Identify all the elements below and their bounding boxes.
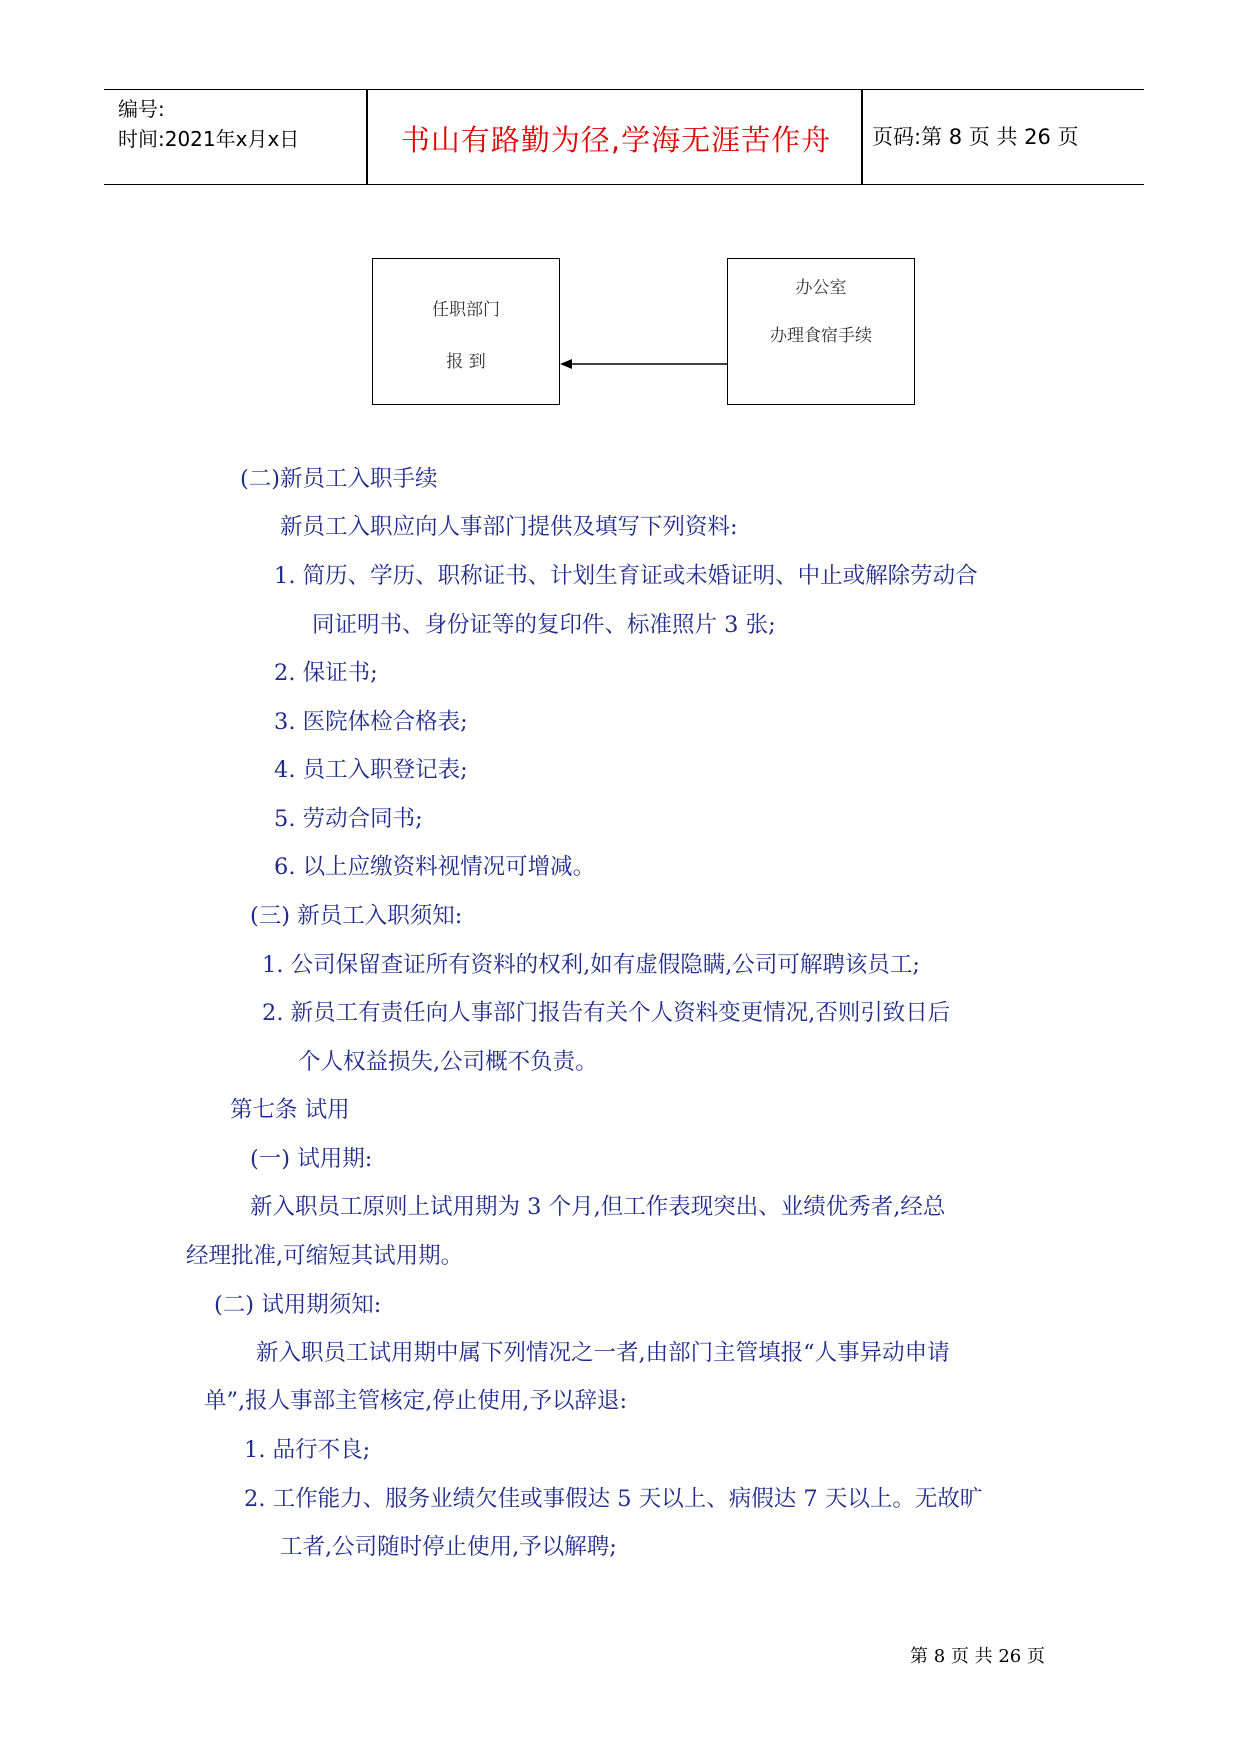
header-motto: 书山有路勤为径,学海无涯苦作舟 [400,123,832,157]
flow-box-label: 报 到 [446,352,486,372]
list-item: 6. 以上应缴资料视情况可增减。 [274,854,596,880]
section-heading: (一) 试用期: [250,1146,373,1172]
header-number: 编号: [118,97,165,121]
header-divider [366,90,368,184]
list-item: 1. 简历、学历、职称证书、计划生育证或未婚证明、中止或解除劳动合 [274,563,978,589]
list-item: 2. 工作能力、服务业绩欠佳或事假达 5 天以上、病假达 7 天以上。无故旷 [244,1486,983,1512]
paragraph: 新入职员工试用期中属下列情况之一者,由部门主管填报“人事异动申请 [256,1340,950,1366]
list-item: 1. 公司保留查证所有资料的权利,如有虚假隐瞒,公司可解聘该员工; [262,952,921,978]
list-item: 4. 员工入职登记表; [274,757,468,783]
list-item: 工者,公司随时停止使用,予以解聘; [280,1534,617,1560]
page-header [104,89,1144,185]
section-heading: (三) 新员工入职须知: [250,903,463,929]
paragraph: 单”,报人事部主管核定,停止使用,予以辞退: [204,1388,628,1414]
list-item: 1. 品行不良; [244,1437,371,1463]
list-item: 2. 新员工有责任向人事部门报告有关个人资料变更情况,否则引致日后 [262,1000,951,1026]
paragraph: 新员工入职应向人事部门提供及填写下列资料: [280,514,738,540]
section-heading: (二) 试用期须知: [214,1292,382,1318]
list-item: 3. 医院体检合格表; [274,709,468,735]
article-heading: 第七条 试用 [230,1097,350,1123]
section-heading: (二)新员工入职手续 [240,466,438,492]
header-meta [118,94,299,154]
list-item: 同证明书、身份证等的复印件、标准照片 3 张; [312,612,776,638]
flow-box-label: 办理食宿手续 [770,326,872,346]
header-divider [861,90,863,184]
paragraph: 经理批准,可缩短其试用期。 [186,1243,464,1269]
list-item: 个人权益损失,公司概不负责。 [298,1049,598,1075]
paragraph: 新入职员工原则上试用期为 3 个月,但工作表现突出、业绩优秀者,经总 [250,1194,946,1220]
flow-box-label: 任职部门 [432,300,500,320]
page-footer: 第 8 页 共 26 页 [910,1646,1045,1667]
header-time: 时间:2021年x月x日 [118,127,300,151]
header-page-number: 页码:第 8 页 共 26 页 [872,125,1079,149]
flow-arrow [558,355,730,375]
list-item: 5. 劳动合同书; [274,806,423,832]
flow-box-label: 办公室 [795,278,847,298]
list-item: 2. 保证书; [274,660,378,686]
flow-box-department [372,258,560,405]
flow-box-office [727,258,915,405]
